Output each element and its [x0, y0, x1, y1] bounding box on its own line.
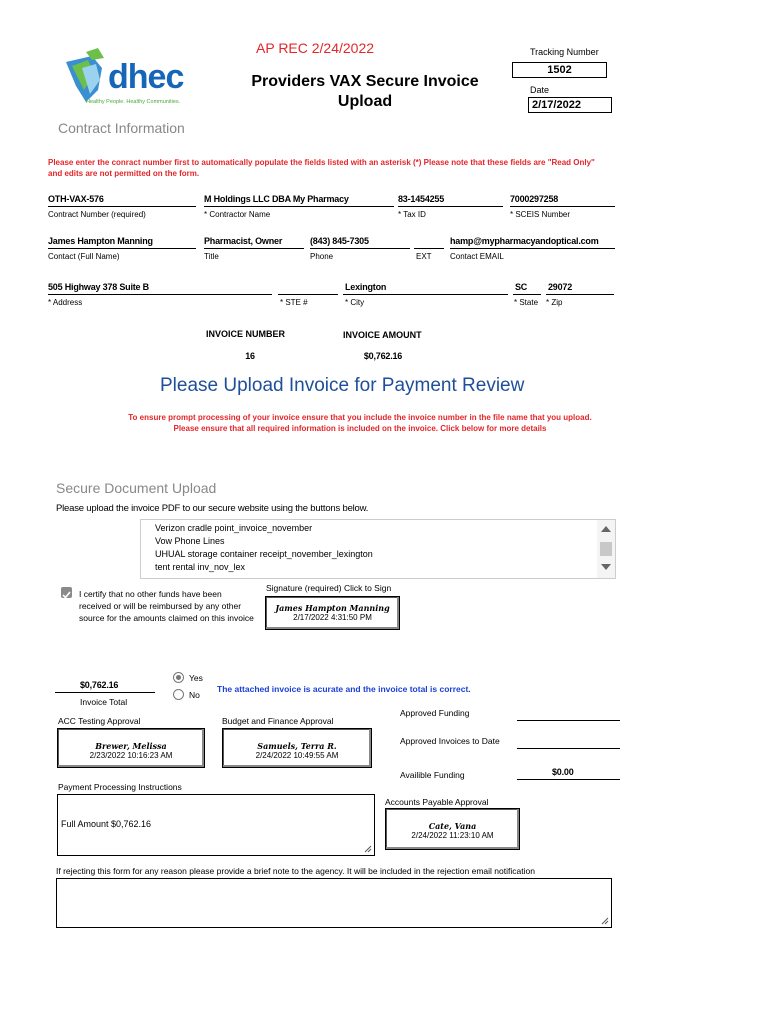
signature-label: Signature (required) Click to Sign [266, 583, 392, 593]
invoice-number-label: INVOICE NUMBER [206, 329, 286, 339]
acc-signed-date: 2/23/2022 10:16:23 AM [89, 751, 173, 760]
signature-name: James Hampton Manning [275, 603, 390, 613]
sceis-number-label: * SCEIS Number [510, 210, 571, 219]
tax-id-label: * Tax ID [398, 210, 426, 219]
upload-notice: To ensure prompt processing of your invoice ensure that you include the invoice number in the file name that you upload. Please ensure that all required information is included on the invoice. Click below for more details [128, 413, 592, 433]
accuracy-statement: The attached invoice is acurate and the invoice total is correct. [217, 684, 471, 694]
ap-approval-label: Accounts Payable Approval [385, 797, 489, 807]
invoice-total-field[interactable]: $0,762.16 [80, 680, 119, 690]
phone-field[interactable]: (843) 845-7305 [310, 236, 369, 246]
no-label: No [189, 690, 200, 700]
contractor-name-label: * Contractor Name [204, 210, 271, 219]
rejection-note-field[interactable] [56, 878, 612, 928]
zip-field[interactable]: 29072 [548, 282, 573, 292]
certify-text: I certify that no other funds have been received or will be reimbursed by any other source for the amounts claimed on this invoice [79, 589, 254, 623]
tax-id-field[interactable]: 83-1454255 [398, 194, 445, 204]
available-funding-label: Availible Funding [400, 770, 465, 780]
contract-section-title: Contract Information [58, 120, 185, 136]
contact-email-label: Contact EMAIL [450, 252, 504, 261]
resize-handle-icon[interactable] [364, 845, 372, 853]
scroll-up-icon[interactable] [601, 526, 611, 532]
rejection-label: If rejecting this form for any reason please provide a brief note to the agency. It will be included in the rejection email notification [56, 866, 535, 876]
secure-upload-title: Secure Document Upload [56, 480, 217, 496]
city-field[interactable]: Lexington [345, 282, 387, 292]
acc-approval-label: ACC Testing Approval [58, 716, 141, 726]
state-field[interactable]: SC [515, 282, 528, 292]
page-title: Providers VAX Secure Invoice Upload [251, 73, 479, 110]
budget-approval-label: Budget and Finance Approval [222, 716, 334, 726]
contact-email-field[interactable]: hamp@mypharmacyandoptical.com [450, 236, 599, 246]
payment-instructions-label: Payment Processing Instructions [58, 782, 182, 792]
invoice-amount-field[interactable]: $0,762.16 [363, 351, 403, 361]
budget-signed-date: 2/24/2022 10:49:55 AM [255, 751, 339, 760]
invoice-amount-label: INVOICE AMOUNT [343, 330, 422, 340]
signature-date: 2/17/2022 4:31:50 PM [293, 613, 372, 622]
yes-radio[interactable] [173, 672, 184, 683]
zip-label: * Zip [546, 298, 563, 307]
resize-handle-icon[interactable] [601, 917, 609, 925]
dhec-logo [62, 46, 202, 110]
ap-signer-name: Cate, Vana [428, 821, 477, 831]
upload-heading: Please Upload Invoice for Payment Review [160, 375, 525, 396]
contract-number-label: Contract Number (required) [48, 210, 146, 219]
scroll-thumb[interactable] [600, 542, 612, 556]
title-label: Title [204, 252, 219, 261]
date-field[interactable]: 2/17/2022 [528, 97, 612, 113]
list-item[interactable]: UHUAL storage container receipt_november_lexington [155, 549, 373, 559]
approved-funding-label: Approved Funding [400, 708, 470, 718]
list-item[interactable]: tent rental inv_nov_lex [155, 562, 246, 572]
check-icon [61, 589, 72, 600]
contract-notice: Please enter the conract number first to automatically populate the fields listed with an asterisk (*) Please note that these fields are "Read Only" and edits are not permitted on the form. [48, 158, 595, 178]
contact-name-label: Contact (Full Name) [48, 252, 120, 261]
scroll-down-icon[interactable] [601, 564, 611, 570]
contact-name-field[interactable]: James Hampton Manning [48, 236, 153, 246]
file-list-scrollbar[interactable] [597, 520, 615, 578]
payment-line-1: Full Amount $0,762.16 [61, 819, 152, 829]
yes-label: Yes [189, 673, 203, 683]
invoice-total-label: Invoice Total [80, 697, 128, 707]
sceis-number-field[interactable]: 7000297258 [510, 194, 559, 204]
budget-approval-signature[interactable] [222, 728, 372, 768]
acc-approval-signature[interactable] [57, 728, 205, 768]
address-field[interactable]: 505 Highway 378 Suite B [48, 282, 149, 292]
title-field[interactable]: Pharmacist, Owner [204, 236, 283, 246]
list-item[interactable]: Verizon cradle point_invoice_november [155, 523, 313, 533]
ap-received-stamp: AP REC 2/24/2022 [256, 40, 375, 56]
acc-signer-name: Brewer, Melissa [95, 741, 167, 751]
signature-field[interactable] [265, 596, 400, 630]
approved-invoices-label: Approved Invoices to Date [400, 736, 500, 746]
uploaded-files-list[interactable] [140, 519, 616, 579]
contractor-name-field[interactable]: M Holdings LLC DBA My Pharmacy [204, 194, 349, 204]
date-label: Date [530, 85, 550, 95]
no-radio[interactable] [173, 689, 184, 700]
ap-signed-date: 2/24/2022 11:23:10 AM [411, 831, 494, 840]
city-label: * City [345, 298, 365, 307]
address-label: * Address [48, 298, 83, 307]
ap-approval-signature[interactable] [385, 808, 520, 850]
ext-label: EXT [416, 252, 432, 261]
contract-number-field[interactable]: OTH-VAX-576 [48, 194, 104, 204]
invoice-number-field[interactable]: 16 [245, 351, 255, 361]
certify-checkbox[interactable] [61, 587, 72, 598]
tracking-number-field[interactable]: 1502 [512, 62, 607, 78]
upload-instruction: Please upload the invoice PDF to our secure website using the buttons below. [56, 503, 369, 514]
payment-instructions-field[interactable] [57, 794, 375, 856]
tracking-number-label: Tracking Number [530, 47, 599, 57]
state-label: * State [514, 298, 539, 307]
budget-signer-name: Samuels, Terra R. [257, 741, 337, 751]
phone-label: Phone [310, 252, 334, 261]
logo-wordmark: dhec [108, 58, 184, 96]
logo-tagline: Healthy People. Healthy Communities. [86, 99, 181, 105]
ste-label: * STE # [280, 298, 308, 307]
approved-invoices-field[interactable] [517, 748, 620, 749]
available-funding-field[interactable]: $0.00 [552, 767, 574, 777]
list-item[interactable]: Vow Phone Lines [155, 536, 225, 546]
approved-funding-field[interactable] [517, 720, 620, 721]
